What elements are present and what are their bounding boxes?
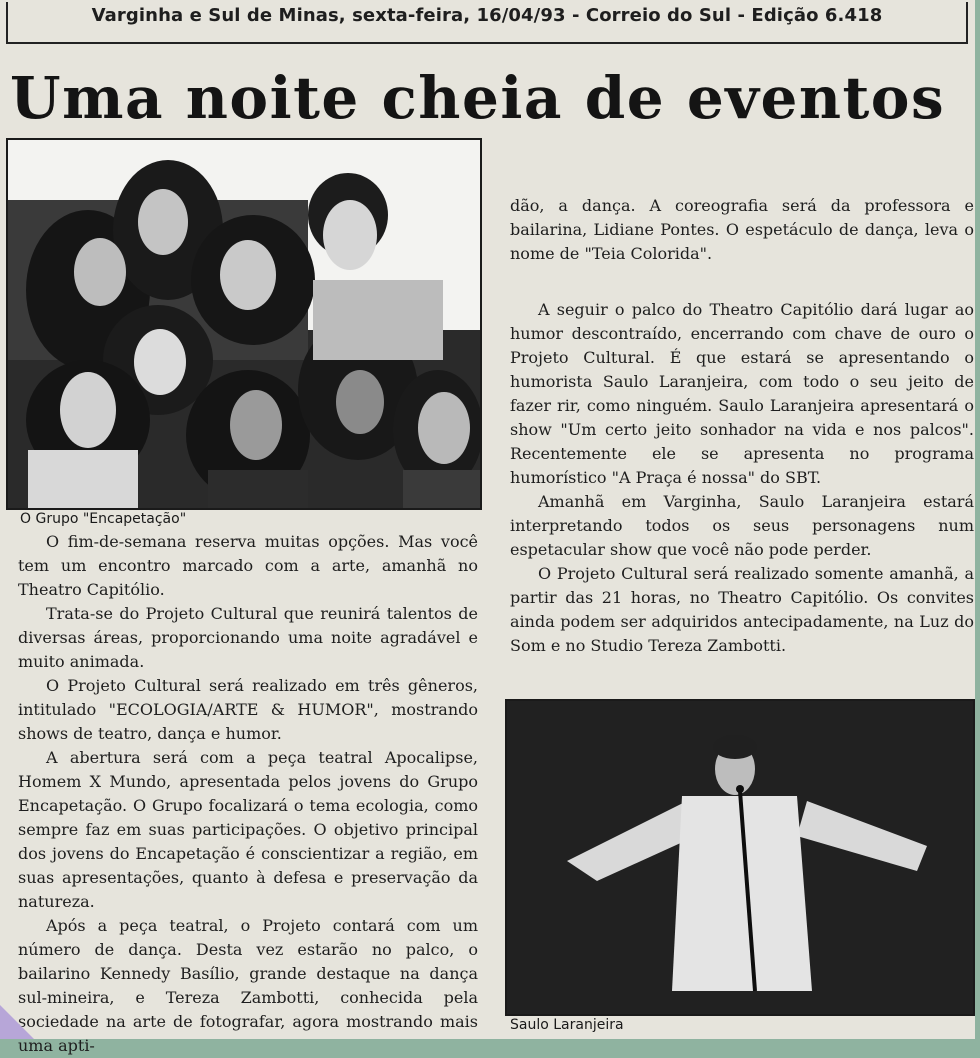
saulo-photo-caption: Saulo Laranjeira bbox=[510, 1017, 624, 1033]
left-column bbox=[18, 530, 478, 1058]
paragraph: Após a peça teatral, o Projeto contará com um número de dança. Desta vez estarão no palco, o bailarino Kennedy Basílio, grande destaque na dança sul-mineira, e Tereza Zambotti, conhecida pela sociedade na arte de fotografar, agora mostrando mais uma apti- bbox=[18, 916, 478, 1055]
paragraph: A seguir o palco do Theatro Capitólio dará lugar ao humor descontraído, encerrando com chave de ouro o Projeto Cultural. É que estará se apresentando o humorista Saulo Laranjeira, com todo o seu jeito de fazer rir, como ninguém. Saulo Laranjeira apresentará o show "Um certo jeito sonhador na vida e nos palcos". Recentemente ele se apresenta no programa humorístico "A Praça é nossa" do SBT. bbox=[510, 300, 974, 487]
paragraph: Trata-se do Projeto Cultural que reunirá talentos de diversas áreas, proporcionando uma noite agradável e muito animada. bbox=[18, 604, 478, 671]
masthead: Varginha e Sul de Minas, sexta-feira, 16/04/93 - Correio do Sul - Edição 6.418 bbox=[6, 2, 968, 44]
right-column bbox=[510, 298, 974, 658]
paragraph: O fim-de-semana reserva muitas opções. Mas você tem um encontro marcado com a arte, amanhã no Theatro Capitólio. bbox=[18, 532, 478, 599]
page-corner bbox=[0, 1005, 34, 1039]
group-photo-image bbox=[8, 140, 480, 508]
headline: Uma noite cheia de eventos bbox=[10, 64, 946, 132]
group-photo bbox=[6, 138, 482, 510]
paragraph: O Projeto Cultural será realizado somente amanhã, a partir das 21 horas, no Theatro Capitólio. Os convites ainda podem ser adquiridos antecipadamente, na Luz do Som e no Studio Tereza Zambotti. bbox=[510, 564, 974, 655]
group-photo-caption: O Grupo "Encapetação" bbox=[20, 511, 187, 527]
paragraph: dão, a dança. A coreografia será da professora e bailarina, Lidiane Pontes. O espetáculo de dança, leva o nome de "Teia Colorida". bbox=[510, 196, 974, 263]
paragraph: Amanhã em Varginha, Saulo Laranjeira estará interpretando todos os seus personagens num espetacular show que você não pode perder. bbox=[510, 492, 974, 559]
saulo-photo-image bbox=[507, 701, 973, 1014]
right-column-continuation bbox=[510, 194, 974, 266]
paragraph: A abertura será com a peça teatral Apocalipse, Homem X Mundo, apresentada pelos jovens do Grupo Encapetação. O Grupo focalizará o tema ecologia, como sempre faz em suas participações. O objetivo principal dos jovens do Encapetação é conscientizar a região, em suas apresentações, quanto à defesa e preservação da natureza. bbox=[18, 748, 478, 911]
paragraph: O Projeto Cultural será realizado em três gêneros, intitulado "ECOLOGIA/ARTE & HUMOR", mostrando shows de teatro, dança e humor. bbox=[18, 676, 478, 743]
saulo-photo bbox=[505, 699, 975, 1016]
